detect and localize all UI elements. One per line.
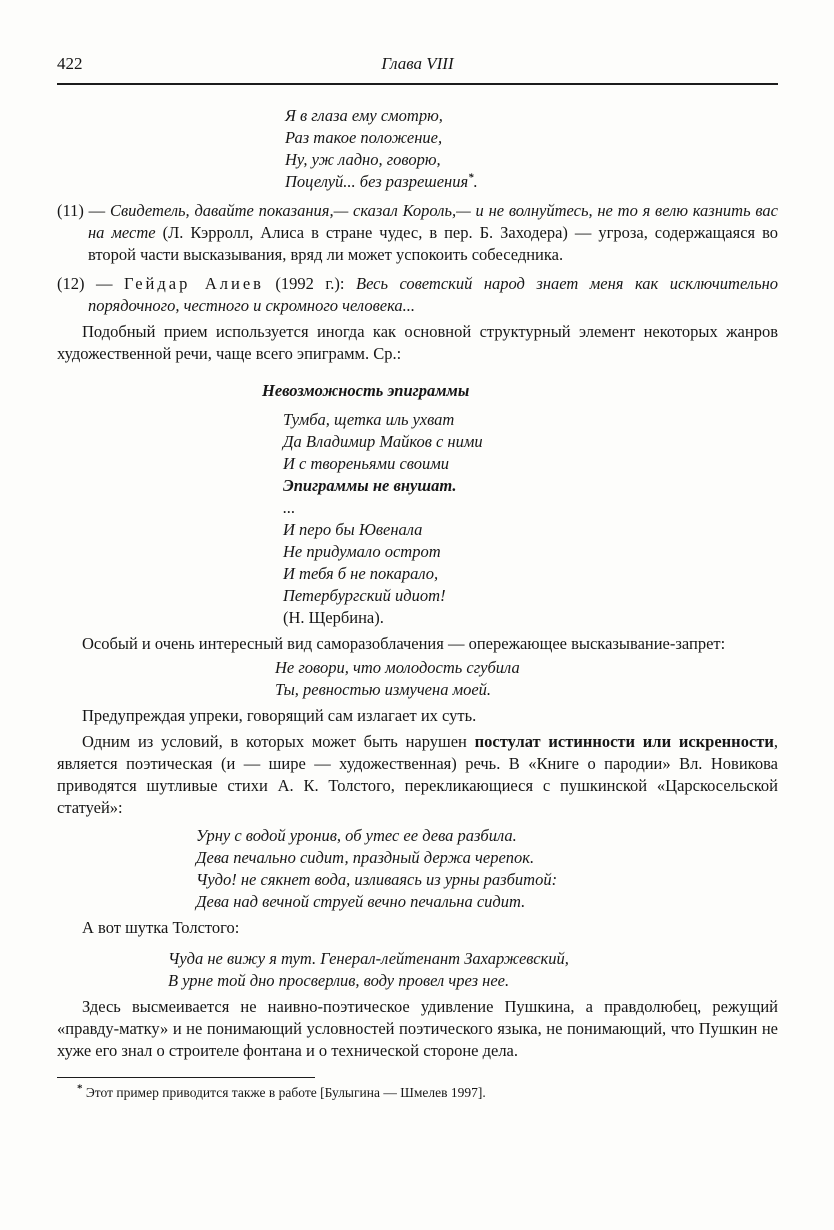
- verse-line: Дева печально сидит, праздный держа черепок.: [196, 848, 535, 867]
- verse-opening: [285, 105, 778, 193]
- example-quote: Свидетель, давайте показания,— сказал Король,— и не волнуйтесь, не то я велю казнить вас на месте: [88, 201, 778, 242]
- verse-line: Раз такое положение,: [285, 128, 443, 147]
- verse-line: Не говори, что молодость сгубила: [275, 658, 520, 677]
- paragraph-self-exposure: Особый и очень интересный вид саморазоблачения — опережающее высказывание-запрет:: [82, 634, 726, 653]
- footnote-marker: *: [77, 1082, 83, 1095]
- paragraph-conclusion: Здесь высмеивается не наивно-поэтическое удивление Пушкина, а правдолюбец, режущий «правду-матку» и не понимающий условностей поэтического языка, не понимающий, что Пушкин не хуже его знал о строителе фонтана и о технической стороне дела.: [57, 997, 778, 1060]
- epigram-title: Невозможность эпиграммы: [262, 381, 470, 400]
- verse-line: Чудо! не сякнет вода, изливаясь из урны разбитой:: [196, 870, 558, 889]
- verse-line: Петербургский идиот!: [283, 586, 446, 605]
- paragraph-device: Подобный прием используется иногда как основной структурный элемент некоторых жанров художественной речи, чаще всего эпиграмм. Ср.:: [57, 322, 778, 363]
- verse-line: В урне той дно просверлив, воду провел чрез нее.: [168, 971, 510, 990]
- example-commentary: (Л. Кэрролл, Алиса в стране чудес, в пер. Б. Заходера) — угроза, содержащаяся во второй части высказывания, вряд ли может успокоить собеседника.: [88, 223, 778, 264]
- paragraph-warning: Предупреждая упреки, говорящий сам излагает их суть.: [82, 706, 477, 725]
- verse-tolstoy: [168, 948, 778, 992]
- chapter-title: Глава VIII: [381, 54, 454, 73]
- verse-line: Не придумало острот: [283, 542, 441, 561]
- page-number: 422: [57, 54, 83, 73]
- verse-attribution: (Н. Щербина).: [283, 608, 384, 627]
- footnote: [57, 1084, 778, 1102]
- verse-line: И тебя б не покарало,: [283, 564, 439, 583]
- verse-line: Я в глаза ему смотрю,: [285, 106, 443, 125]
- verse-pushkin: [196, 825, 778, 913]
- postulate-text-before: Одним из условий, в которых может быть нарушен: [82, 732, 475, 751]
- speaker-name: Гейдар Алиев: [123, 274, 264, 293]
- example-dash: —: [83, 201, 110, 220]
- verse-line: Ну, уж ладно, говорю,: [285, 150, 441, 169]
- verse-line: И с твореньями своими: [283, 454, 449, 473]
- verse-line: Тумба, щетка иль ухват: [283, 410, 455, 429]
- verse-line: И перо бы Ювенала: [283, 520, 423, 539]
- example-dash: —: [84, 274, 124, 293]
- verse-line: ...: [283, 498, 296, 517]
- example-quote: Весь советский народ знает меня как исключительно порядочного, честного и скромного человека...: [88, 274, 779, 315]
- paragraph-tolstoy-intro: А вот шутка Толстого:: [82, 918, 240, 937]
- verse-line: Урну с водой уронив, об утес ее дева разбила.: [196, 826, 517, 845]
- footnote-marker: *: [468, 171, 474, 184]
- verse-line-period: .: [473, 172, 478, 191]
- example-number: (11): [57, 201, 84, 220]
- verse-epigram: [283, 409, 778, 629]
- postulate-text-after: , является поэтическая (и — шире — художественная) речь. В «Книге о пародии» Вл. Новикова приводятся шутливые стихи А. К. Толстого, перекликающиеся с пушкинской «Царскосельской статуей»:: [57, 732, 778, 817]
- verse-prohibition: [275, 657, 778, 701]
- footnote-rule: [57, 1077, 315, 1078]
- verse-line-text: Поцелуй... без разрешения: [285, 172, 469, 191]
- verse-line: Эпиграммы не внушат.: [283, 476, 457, 495]
- page-header: [57, 54, 778, 78]
- paragraph-postulate: [57, 731, 778, 819]
- numbered-example-11: [57, 200, 778, 266]
- example-number: (12): [57, 274, 85, 293]
- verse-line: Дева над вечной струей вечно печальна сидит.: [196, 892, 526, 911]
- header-rule: [57, 83, 778, 85]
- verse-line: Чуда не вижу я тут. Генерал-лейтенант Захаржевский,: [168, 949, 569, 968]
- postulate-bold-term: постулат истинности или искренности: [474, 732, 774, 751]
- footnote-text: Этот пример приводится также в работе [Булыгина — Шмелев 1997].: [82, 1085, 486, 1100]
- verse-line: Да Владимир Майков с ними: [283, 432, 483, 451]
- verse-line: [285, 171, 778, 193]
- verse-line: Ты, ревностью измучена моей.: [275, 680, 492, 699]
- example-attribution: (1992 г.):: [263, 274, 356, 293]
- numbered-example-12: [57, 273, 778, 317]
